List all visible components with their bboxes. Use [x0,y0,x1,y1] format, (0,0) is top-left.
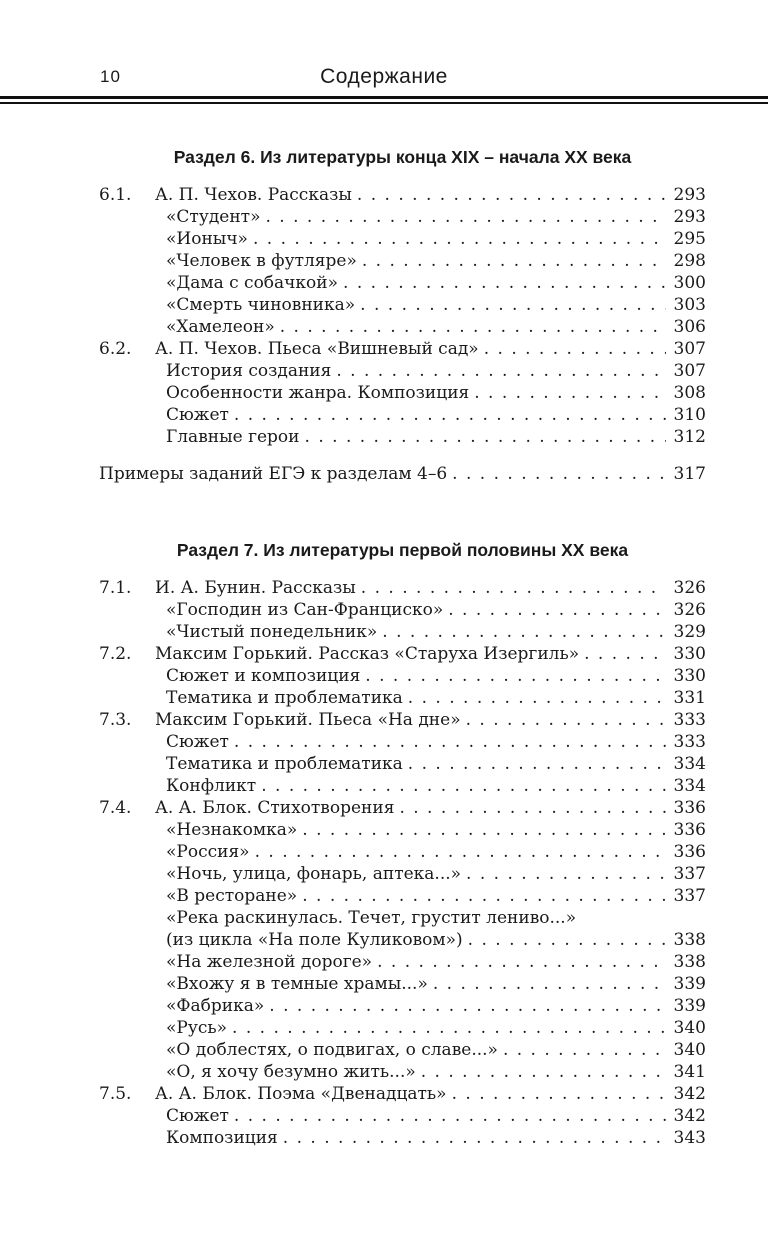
entry-page: 336 [673,798,706,818]
toc-entry [99,1061,706,1083]
entry-page: 340 [673,1040,706,1060]
toc-entry [99,621,706,643]
toc-entry [99,951,706,973]
toc-entry [99,775,706,797]
entry-page: 343 [673,1128,706,1148]
entry-title: И. А. Бунин. Рассказы [155,578,356,598]
entry-number: 7.1. [99,578,132,598]
dot-leader [256,775,666,797]
dot-leader [403,753,666,775]
toc-entry [99,426,706,448]
toc-entry [99,731,706,753]
entry-page: 333 [673,710,706,730]
entry-title: «Фабрика» [166,996,265,1016]
entry-number: 7.5. [99,1084,132,1104]
toc-entry [99,599,706,621]
toc-entry [99,206,706,228]
entry-page: 307 [673,339,706,359]
entry-title: Сюжет [166,1106,229,1126]
entry-title: Конфликт [166,776,257,796]
dot-leader [579,643,666,665]
dot-leader [469,382,666,404]
toc-entry [99,797,706,819]
toc-entry [99,272,706,294]
entry-title: Максим Горький. Пьеса «На дне» [155,710,461,730]
entry-page: 337 [673,886,706,906]
dot-leader [428,973,666,995]
section-heading: Раздел 6. Из литературы конца XIX – начала XX века [173,147,632,167]
entry-title: (из цикла «На поле Куликовом») [166,930,463,950]
dot-leader [463,929,666,951]
toc-entry [99,1017,706,1039]
entry-page: 312 [673,427,706,447]
entry-page: 300 [673,273,706,293]
toc-entry [99,643,706,665]
dot-leader [394,797,666,819]
dot-leader [297,819,666,841]
dot-leader [227,1017,666,1039]
toc-entry [99,250,706,272]
dot-leader [356,577,666,599]
toc-entry [99,316,706,338]
dot-leader [229,731,666,753]
entry-page: 317 [673,464,706,484]
entry-title: «Россия» [166,842,250,862]
entry-title: Сюжет и композиция [166,666,361,686]
toc-entry [99,1083,706,1105]
entry-title: «Вхожу я в темные храмы...» [166,974,428,994]
dot-leader [403,687,666,709]
header-double-rule [0,96,768,104]
entry-page: 293 [673,207,706,227]
entry-title: Тематика и проблематика [166,688,403,708]
toc-entry [99,819,706,841]
entry-page: 306 [673,317,706,337]
entry-title: «О, я хочу безумно жить...» [166,1062,416,1082]
entry-title: А. П. Чехов. Пьеса «Вишневый сад» [155,339,479,359]
entry-page: 326 [673,600,706,620]
toc-entry [99,841,706,863]
entry-page: 341 [673,1062,706,1082]
entry-title: «Человек в футляре» [166,251,357,271]
toc-entry [99,929,706,951]
toc-entry [99,338,706,360]
dot-leader [357,250,666,272]
entry-page: 334 [673,754,706,774]
toc [99,146,706,1149]
toc-entry [99,907,706,929]
entry-title: «Русь» [166,1018,228,1038]
entry-page: 342 [673,1106,706,1126]
dot-leader [498,1039,666,1061]
entry-title: Особенности жанра. Композиция [166,383,470,403]
toc-entry [99,665,706,687]
entry-number: 6.1. [99,185,132,205]
entry-title: «Чистый понедельник» [166,622,378,642]
entry-page: 338 [673,952,706,972]
toc-entry [99,228,706,250]
dot-leader [461,863,666,885]
entry-title: А. А. Блок. Поэма «Двенадцать» [155,1084,447,1104]
dot-leader [372,951,666,973]
entry-title: Максим Горький. Рассказ «Старуха Изергиль» [155,644,580,664]
toc-entry [99,885,706,907]
entry-title: Композиция [166,1128,278,1148]
toc-entry [99,184,706,206]
dot-leader [447,463,666,485]
entry-title: «На железной дороге» [166,952,373,972]
entry-page: 330 [673,666,706,686]
dot-leader [229,404,666,426]
entry-title: «Дама с собачкой» [166,273,339,293]
dot-leader [297,885,666,907]
entry-page: 330 [673,644,706,664]
entry-page: 339 [673,996,706,1016]
section-heading: Раздел 7. Из литературы первой половины XX века [176,540,629,560]
entry-page: 342 [673,1084,706,1104]
page-header-title: Содержание [320,65,448,88]
entry-page: 295 [673,229,706,249]
dot-leader [377,621,666,643]
entry-page: 336 [673,842,706,862]
dot-leader [300,426,666,448]
dot-leader [352,184,666,206]
entry-page: 329 [673,622,706,642]
entry-page: 340 [673,1018,706,1038]
toc-entry [99,863,706,885]
dot-leader [355,294,666,316]
entry-title: Сюжет [166,732,229,752]
entry-title: «Незнакомка» [166,820,298,840]
dot-leader [461,709,666,731]
dot-leader [360,665,666,687]
entry-page: 298 [673,251,706,271]
entry-title: «Господин из Сан-Франциско» [166,600,444,620]
toc-entry [99,753,706,775]
dot-leader [447,1083,666,1105]
entry-page: 303 [673,295,706,315]
entry-number: 7.3. [99,710,132,730]
entry-title: «О доблестях, о подвигах, о славе...» [166,1040,498,1060]
toc-entry [99,577,706,599]
entry-page: 326 [673,578,706,598]
dot-leader [264,995,666,1017]
entry-title: «Хамелеон» [166,317,275,337]
entry-title: Главные герои [166,427,300,447]
entry-page: 333 [673,732,706,752]
toc-entry [99,709,706,731]
running-head [0,0,768,90]
entry-title: Примеры заданий ЕГЭ к разделам 4–6 [99,464,448,484]
dot-leader [278,1127,666,1149]
entry-number: 7.4. [99,798,132,818]
entry-title: «В ресторане» [166,886,298,906]
dot-leader [248,228,666,250]
toc-entry [99,1105,706,1127]
dot-leader [479,338,666,360]
entry-title: «Ночь, улица, фонарь, аптека...» [166,864,462,884]
toc-entry [99,1039,706,1061]
entry-title: «Смерть чиновника» [166,295,356,315]
entry-page: 310 [673,405,706,425]
dot-leader [443,599,666,621]
dot-leader [229,1105,666,1127]
entry-title: А. А. Блок. Стихотворения [155,798,395,818]
entry-page: 339 [673,974,706,994]
page-number: 10 [100,67,121,86]
dot-leader [331,360,666,382]
entry-page: 308 [673,383,706,403]
entry-page: 334 [673,776,706,796]
dot-leader [275,316,666,338]
toc-entry [99,973,706,995]
dot-leader [260,206,666,228]
entry-page: 331 [673,688,706,708]
entry-title: «Ионыч» [166,229,248,249]
toc-entry [99,995,706,1017]
entry-page: 307 [673,361,706,381]
dot-leader [416,1061,666,1083]
entry-title: Тематика и проблематика [166,754,403,774]
toc-entry [99,463,706,485]
entry-number: 7.2. [99,644,132,664]
entry-title: Сюжет [166,405,229,425]
entry-title: «Река раскинулась. Течет, грустит лениво...» [166,908,577,928]
dot-leader [250,841,666,863]
entry-title: А. П. Чехов. Рассказы [155,185,352,205]
toc-entry [99,382,706,404]
entry-page: 336 [673,820,706,840]
toc-entry [99,1127,706,1149]
entry-title: «Студент» [166,207,261,227]
dot-leader [338,272,666,294]
toc-entry [99,404,706,426]
toc-entry [99,687,706,709]
toc-entry [99,360,706,382]
toc-entry [99,294,706,316]
entry-page: 338 [673,930,706,950]
entry-number: 6.2. [99,339,132,359]
entry-page: 293 [673,185,706,205]
entry-page: 337 [673,864,706,884]
entry-title: История создания [166,361,332,381]
